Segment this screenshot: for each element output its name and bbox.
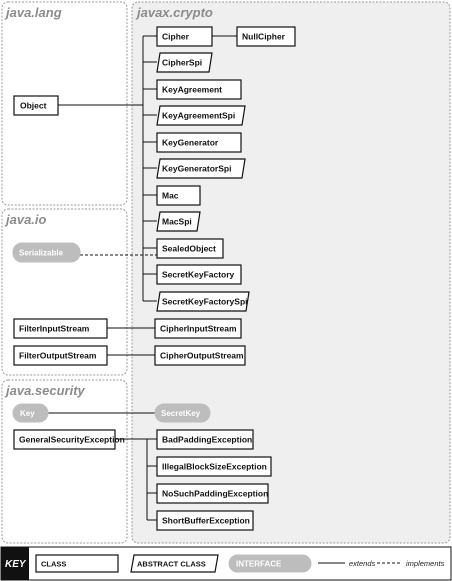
legend-interface: [229, 555, 311, 572]
svg-text:MacSpi: MacSpi: [162, 216, 192, 227]
abstract-class-key-agreement-spi: [157, 106, 245, 125]
svg-text:Object: Object: [20, 100, 47, 111]
class-general-security-exception: [14, 430, 125, 449]
class-no-such-padding-exception: [157, 484, 268, 503]
class-illegal-block-size-exception: [157, 457, 271, 476]
svg-text:FilterOutputStream: FilterOutputStream: [19, 350, 97, 361]
svg-text:KeyGenerator: KeyGenerator: [162, 137, 219, 148]
interface-key: [13, 404, 48, 422]
legend-extends-label: extends: [349, 559, 376, 568]
abstract-class-mac-spi: [157, 212, 200, 231]
svg-text:BadPaddingException: BadPaddingException: [162, 434, 253, 445]
class-filter-input-stream: [14, 319, 107, 338]
svg-text:SealedObject: SealedObject: [162, 243, 216, 254]
class-key-agreement: [157, 80, 241, 99]
svg-text:Cipher: Cipher: [162, 31, 189, 42]
class-short-buffer-exception: [157, 511, 253, 530]
svg-text:CipherSpi: CipherSpi: [162, 57, 203, 68]
class-bad-padding-exception: [157, 430, 253, 449]
abstract-class-key-generator-spi: [157, 159, 245, 178]
svg-text:SecretKeyFactory: SecretKeyFactory: [162, 269, 235, 280]
svg-text:Mac: Mac: [162, 190, 179, 201]
interface-secret-key: [155, 404, 210, 422]
svg-text:CipherOutputStream: CipherOutputStream: [160, 350, 244, 361]
class-cipher: [157, 27, 212, 46]
svg-text:ABSTRACT CLASS: ABSTRACT CLASS: [137, 559, 206, 569]
svg-text:NullCipher: NullCipher: [242, 31, 285, 42]
svg-text:CLASS: CLASS: [41, 559, 67, 569]
legend-class: [36, 555, 118, 572]
class-cipher-output-stream: [155, 346, 245, 365]
package-title-javax-crypto: javax.crypto: [137, 5, 213, 20]
abstract-class-secret-key-factory-spi: [157, 292, 249, 311]
class-null-cipher: [237, 27, 295, 46]
class-sealed-object: [157, 239, 223, 258]
svg-text:KeyAgreementSpi: KeyAgreementSpi: [162, 110, 236, 121]
legend-implements-label: implements: [406, 559, 445, 568]
class-key-generator: [157, 133, 241, 152]
svg-text:CipherInputStream: CipherInputStream: [160, 323, 237, 334]
svg-text:GeneralSecurityException: GeneralSecurityException: [19, 434, 125, 445]
svg-text:IllegalBlockSizeException: IllegalBlockSizeException: [162, 461, 267, 472]
class-secret-key-factory: [157, 265, 241, 284]
svg-text:KeyGeneratorSpi: KeyGeneratorSpi: [162, 163, 232, 174]
class-object: [14, 96, 58, 115]
package-title-java-security: java.security: [6, 383, 85, 398]
class-filter-output-stream: [14, 346, 107, 365]
package-title-java-lang: java.lang: [6, 5, 62, 20]
svg-text:ShortBufferException: ShortBufferException: [162, 515, 250, 526]
svg-text:NoSuchPaddingException: NoSuchPaddingException: [162, 488, 269, 499]
svg-text:SecretKeyFactorySpi: SecretKeyFactorySpi: [162, 296, 248, 307]
legend-title: KEY: [5, 559, 26, 570]
class-cipher-input-stream: [155, 319, 241, 338]
svg-text:SecretKey: SecretKey: [161, 409, 201, 418]
abstract-class-cipher-spi: [157, 53, 212, 72]
svg-text:Key: Key: [20, 409, 35, 418]
svg-text:Serializable: Serializable: [19, 248, 64, 258]
interface-serializable: [13, 243, 80, 262]
legend: [1, 547, 451, 580]
svg-text:FilterInputStream: FilterInputStream: [19, 323, 90, 334]
legend-abstract-class: [131, 555, 218, 572]
package-title-java-io: java.io: [6, 212, 47, 227]
svg-text:KeyAgreement: KeyAgreement: [162, 84, 222, 95]
svg-text:INTERFACE: INTERFACE: [236, 559, 282, 569]
class-mac: [157, 186, 200, 205]
